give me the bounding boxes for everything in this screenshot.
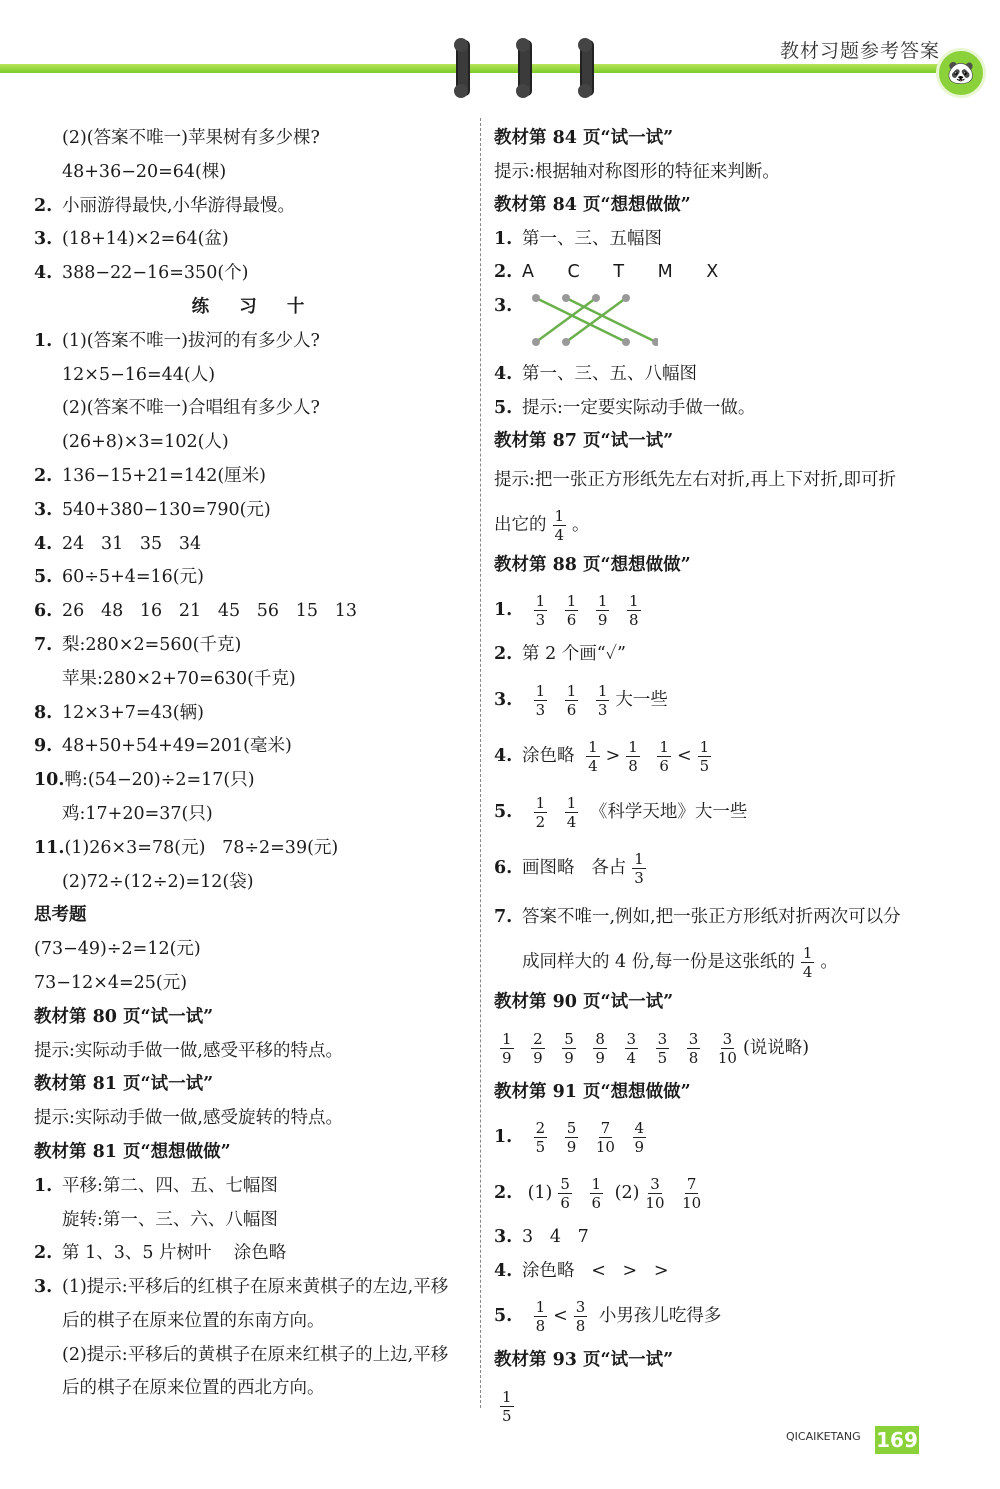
item-number: 1. xyxy=(494,600,513,621)
answer-text: 大一些 xyxy=(615,689,668,710)
answer-item xyxy=(494,290,964,358)
answer-text: 24 31 35 34 xyxy=(62,533,202,554)
item-number: 9. xyxy=(34,736,53,757)
answer-line: 鸡:17+20=37(只) xyxy=(62,803,213,824)
item-number: 1. xyxy=(34,1175,53,1196)
match-line xyxy=(566,298,626,342)
answer-item: 5. $\frac{1}{8}$ < $\frac{3}{8}$ 小男孩儿吃得多 xyxy=(494,1288,964,1344)
header-title: 教材习题参考答案 xyxy=(780,40,941,62)
answer-item xyxy=(494,1165,964,1221)
fraction: $\frac{1}{8}$ xyxy=(628,737,638,775)
answer-text: 第一、三、五幅图 xyxy=(522,228,662,249)
answer-text: 鸭:(54−20)÷2=17(只) xyxy=(64,770,255,791)
item-number: 7. xyxy=(494,906,513,927)
answer-text: 《科学天地》大一些 xyxy=(589,801,748,822)
answer-item xyxy=(494,223,964,257)
section-heading: 教材第 84 页“试一试” xyxy=(494,128,674,148)
answer-item xyxy=(34,190,474,224)
item-number: 7. xyxy=(34,634,53,655)
answer-item xyxy=(494,358,964,392)
answer-item xyxy=(34,460,474,494)
fraction: $\frac{1}{6}$ xyxy=(566,592,577,630)
dot xyxy=(532,294,540,302)
section-heading: 教材第 88 页“想想做做” xyxy=(494,554,691,575)
answer-text: 60÷5+4=16(元) xyxy=(62,567,204,588)
column-divider xyxy=(480,118,481,1408)
item-number: 2. xyxy=(34,195,53,216)
answer-line: 提示:根据轴对称图形的特征来判断。 xyxy=(494,161,780,182)
fraction: $\frac{3}{4}$ xyxy=(626,1029,637,1067)
answer-text: (1)26×3=78(元) 78÷2=39(元) xyxy=(64,837,339,858)
dot xyxy=(622,338,630,346)
answer-line: 73−12×4=25(元) xyxy=(34,972,188,993)
answer-text: 小丽游得最快,小华游得最慢。 xyxy=(62,195,296,216)
answer-text: 540+380−130=790(元) xyxy=(62,499,271,520)
item-number: 3. xyxy=(494,295,513,316)
answer-line: 后的棋子在原来位置的东南方向。 xyxy=(62,1310,325,1331)
fraction: $\frac{5}{6}$ xyxy=(560,1175,570,1213)
answer-text: (1)(答案不唯一)拔河的有多少人? xyxy=(62,330,320,351)
binder-ring-icon xyxy=(580,40,594,96)
item-number: 10. xyxy=(34,770,65,791)
item-number: 8. xyxy=(34,702,53,723)
answer-text: (18+14)×2=64(盆) xyxy=(62,229,229,250)
dot xyxy=(622,294,630,302)
item-number: 11. xyxy=(34,837,65,858)
answer-text: 涂色略 xyxy=(522,745,575,766)
answer-item xyxy=(494,1255,964,1289)
item-number: 4. xyxy=(494,745,513,766)
section-title: 练 习 十 xyxy=(191,296,317,317)
answer-text: 48+50+54+49=201(毫米) xyxy=(62,736,292,757)
fraction: $\frac{1}{8}$ xyxy=(628,592,639,630)
answer-item xyxy=(494,638,964,672)
fraction: $\frac{3}{8}$ xyxy=(688,1029,699,1067)
fraction: $\frac{7}{10}$ xyxy=(595,1119,615,1157)
item-number: 1. xyxy=(34,330,53,351)
fraction: $\frac{1}{4}$ xyxy=(802,943,813,981)
answer-line: 提示:把一张正方形纸先左右对折,再上下对折,即可折 xyxy=(494,469,897,490)
answer-item xyxy=(494,1221,964,1255)
answer-item xyxy=(494,784,964,840)
fraction: $\frac{1}{3}$ xyxy=(597,681,608,719)
item-number: 2. xyxy=(34,1243,53,1264)
left-column xyxy=(34,122,474,1406)
binder-ring-icon xyxy=(518,40,532,96)
answer-text: A C T M X xyxy=(522,262,733,283)
answer-text: (2) xyxy=(614,1183,640,1204)
fraction: $\frac{2}{9}$ xyxy=(533,1029,543,1067)
fraction: $\frac{4}{9}$ xyxy=(634,1119,645,1157)
fraction: $\frac{1}{3}$ xyxy=(535,592,546,630)
answer-text: 提示:一定要实际动手做一做。 xyxy=(522,397,756,418)
answer-text: (1)提示:平移后的红棋子在原来黄棋子的左边,平移 xyxy=(62,1277,449,1298)
item-number: 3. xyxy=(494,1227,513,1248)
answer-item xyxy=(34,730,474,764)
item-number: 3. xyxy=(34,499,53,520)
answer-item xyxy=(494,582,964,638)
answer-text: 388−22−16=350(个) xyxy=(62,263,249,284)
panda-mascot-icon: 🐼 xyxy=(936,48,986,98)
fraction: $\frac{1}{9}$ xyxy=(597,592,608,630)
answer-text: 26 48 16 21 45 56 15 13 xyxy=(62,601,357,622)
answer-text: 136−15+21=142(厘米) xyxy=(62,465,266,486)
fraction: $\frac{1}{8}$ xyxy=(535,1298,546,1336)
answer-line: 旋转:第一、三、六、八幅图 xyxy=(62,1209,278,1230)
answer-line: 48+36−20=64(棵) xyxy=(62,161,227,182)
answer-item xyxy=(34,1237,474,1271)
answer-line: (2)(答案不唯一)苹果树有多少棵? xyxy=(62,128,320,148)
fraction: $\frac{1}{3}$ xyxy=(634,849,644,887)
answer-item xyxy=(494,672,964,728)
binder-ring-icon xyxy=(456,40,470,96)
answer-line: (73−49)÷2=12(元) xyxy=(34,939,201,960)
matching-lines-diagram xyxy=(528,290,658,350)
answer-text: 小男孩儿吃得多 xyxy=(598,1306,722,1327)
item-number: 1. xyxy=(494,228,513,249)
answer-text: 成同样大的 4 份,每一份是这张纸的 xyxy=(522,951,795,972)
answer-item xyxy=(34,325,474,359)
fraction: $\frac{1}{4}$ xyxy=(554,506,565,544)
header-bar xyxy=(0,64,948,73)
answer-item xyxy=(34,595,474,629)
item-number: 5. xyxy=(494,801,513,822)
answer-text: 第 2 个画“✓” xyxy=(522,644,626,665)
fraction: $\frac{7}{10}$ xyxy=(682,1175,702,1213)
answer-line xyxy=(494,1020,964,1076)
fraction: $\frac{3}{5}$ xyxy=(657,1029,668,1067)
fraction: $\frac{8}{9}$ xyxy=(595,1029,605,1067)
answer-item xyxy=(34,1271,474,1305)
fraction: $\frac{1}{5}$ xyxy=(699,737,710,775)
item-number: 2. xyxy=(494,262,513,283)
item-number: 3. xyxy=(494,689,513,710)
section-heading: 教材第 84 页“想想做做” xyxy=(494,195,691,216)
dot xyxy=(562,294,570,302)
fraction: $\frac{1}{6}$ xyxy=(591,1175,602,1213)
item-number: 6. xyxy=(34,601,53,622)
answer-text: 答案不唯一,例如,把一张正方形纸对折两次可以分 xyxy=(522,906,901,927)
answer-line: 成同样大的 4 份,每一份是这张纸的 $\frac{1}{4}$ 。 xyxy=(522,943,838,981)
answer-item xyxy=(494,840,964,896)
answer-text: 梨:280×2=560(千克) xyxy=(62,634,242,655)
answer-item: 4. 涂色略 $\frac{1}{4}$ > $\frac{1}{8}$ $\frac{1}{6}$ < $\frac{1}{5}$ xyxy=(494,728,964,784)
dot xyxy=(592,294,600,302)
dot xyxy=(562,338,570,346)
answer-line: (2)提示:平移后的黄棋子在原来红棋子的上边,平移 xyxy=(62,1344,449,1365)
answer-text: 第 1、3、5 片树叶 涂色略 xyxy=(62,1243,287,1264)
fraction: $\frac{1}{5}$ xyxy=(502,1387,512,1425)
answer-item xyxy=(34,528,474,562)
item-number: 4. xyxy=(34,263,53,284)
answer-line: (2)72÷(12÷2)=12(袋) xyxy=(62,871,254,892)
footer-brand: QICAIKETANG xyxy=(786,1430,861,1443)
fraction: $\frac{3}{10}$ xyxy=(717,1029,737,1067)
answer-item xyxy=(34,561,474,595)
answer-line: (2)(答案不唯一)合唱组有多少人? xyxy=(62,398,320,419)
answer-text: 平移:第二、四、五、七幅图 xyxy=(62,1175,278,1196)
fraction: $\frac{5}{9}$ xyxy=(564,1029,574,1067)
item-number: 5. xyxy=(34,567,53,588)
page-number: 169 xyxy=(876,1428,918,1452)
answer-text: 画图略 各占 xyxy=(522,857,627,878)
fraction: $\frac{1}{4}$ xyxy=(588,737,598,775)
fraction: $\frac{1}{2}$ xyxy=(535,793,546,831)
fraction: $\frac{3}{8}$ xyxy=(575,1298,586,1336)
match-line xyxy=(536,298,596,342)
item-number: 2. xyxy=(34,465,53,486)
section-heading: 教材第 81 页“试一试” xyxy=(34,1074,214,1095)
answer-item xyxy=(494,1109,964,1165)
fraction: $\frac{3}{10}$ xyxy=(645,1175,665,1213)
answer-line: 提示:实际动手做一做,感受平移的特点。 xyxy=(34,1040,343,1061)
dot xyxy=(532,338,540,346)
item-number: 5. xyxy=(494,1306,513,1327)
answer-text: 涂色略 < > > xyxy=(522,1260,669,1281)
answer-line: 提示:实际动手做一做,感受旋转的特点。 xyxy=(34,1108,343,1129)
item-number: 4. xyxy=(34,533,53,554)
answer-item xyxy=(494,896,964,938)
answer-text: 3 4 7 xyxy=(522,1227,589,1248)
answer-line: 12×5−16=44(人) xyxy=(62,364,216,385)
fraction: $\frac{1}{6}$ xyxy=(659,737,669,775)
answer-line: 苹果:280×2+70=630(千克) xyxy=(62,668,296,689)
section-heading: 思考题 xyxy=(34,905,87,926)
answer-line: 出它的 $\frac{1}{4}$ 。 xyxy=(494,506,590,544)
item-number: 6. xyxy=(494,857,513,878)
item-number: 1. xyxy=(494,1127,513,1148)
answer-item xyxy=(34,697,474,731)
answer-item xyxy=(494,392,964,426)
item-number: 5. xyxy=(494,397,513,418)
item-number: 2. xyxy=(494,644,513,665)
fraction: $\frac{1}{6}$ xyxy=(566,681,577,719)
section-heading: 教材第 80 页“试一试” xyxy=(34,1006,214,1027)
item-number: 3. xyxy=(34,1277,53,1298)
answer-item xyxy=(34,1170,474,1204)
answer-text: (说说略) xyxy=(742,1037,810,1058)
answer-text: 12×3+7=43(辆) xyxy=(62,702,204,723)
section-heading: 教材第 81 页“想想做做” xyxy=(34,1141,231,1162)
fraction: $\frac{5}{9}$ xyxy=(566,1119,577,1157)
answer-item xyxy=(34,629,474,663)
item-number: 4. xyxy=(494,363,513,384)
answer-item xyxy=(34,494,474,528)
fraction: $\frac{1}{9}$ xyxy=(502,1029,512,1067)
right-column xyxy=(494,122,964,1434)
answer-line: (26+8)×3=102(人) xyxy=(62,432,229,453)
answer-line: 后的棋子在原来位置的西北方向。 xyxy=(62,1378,325,1399)
answer-item xyxy=(34,764,474,798)
item-number: 2. xyxy=(494,1183,513,1204)
item-number: 3. xyxy=(34,229,53,250)
answer-text: (1) xyxy=(527,1183,553,1204)
answer-item xyxy=(494,256,964,290)
answer-text: 第一、三、五、八幅图 xyxy=(522,363,697,384)
section-heading: 教材第 87 页“试一试” xyxy=(494,431,674,452)
section-heading: 教材第 91 页“想想做做” xyxy=(494,1081,691,1102)
answer-item xyxy=(34,832,474,866)
answer-item xyxy=(34,257,474,291)
fraction: $\frac{2}{5}$ xyxy=(535,1119,546,1157)
section-heading: 教材第 93 页“试一试” xyxy=(494,1350,674,1371)
item-number: 4. xyxy=(494,1260,513,1281)
answer-text: 出它的 xyxy=(494,514,547,535)
fraction: $\frac{1}{3}$ xyxy=(535,681,546,719)
fraction: $\frac{1}{4}$ xyxy=(566,793,577,831)
answer-item xyxy=(34,223,474,257)
section-heading: 教材第 90 页“试一试” xyxy=(494,991,674,1012)
